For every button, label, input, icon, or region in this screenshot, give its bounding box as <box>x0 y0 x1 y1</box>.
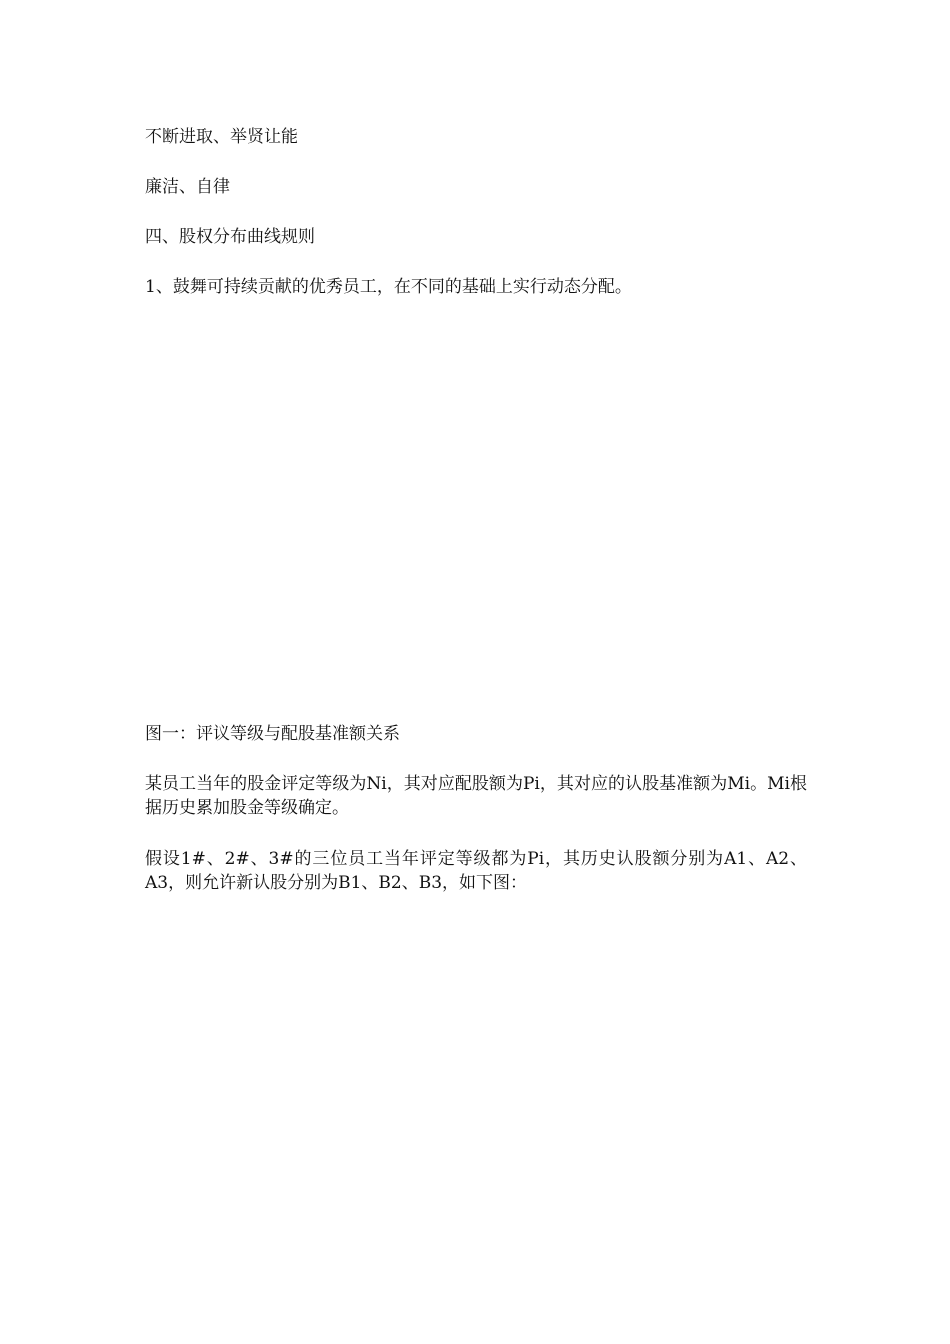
paragraph-integrity-statement: 廉洁、自律 <box>145 177 230 197</box>
section-heading-equity-curve: 四、股权分布曲线规则 <box>145 227 315 247</box>
figure-caption-1: 图一：评议等级与配股基准额关系 <box>145 724 400 744</box>
paragraph-value-statement: 不断进取、举贤让能 <box>145 127 298 147</box>
paragraph-example-assumption: 假设1#、2#、3#的三位员工当年评定等级都为Pi，其历史认股额分别为A1、A2、A3，则允许新认股分别为B1、B2、B3，如下图： <box>145 849 807 893</box>
paragraph-rule-1: 1、鼓舞可持续贡献的优秀员工，在不同的基础上实行动态分配。 <box>145 277 632 297</box>
paragraph-rating-explanation: 某员工当年的股金评定等级为Ni，其对应配股额为Pi，其对应的认股基准额为Mi。Mi根据历史累加股金等级确定。 <box>145 774 807 818</box>
